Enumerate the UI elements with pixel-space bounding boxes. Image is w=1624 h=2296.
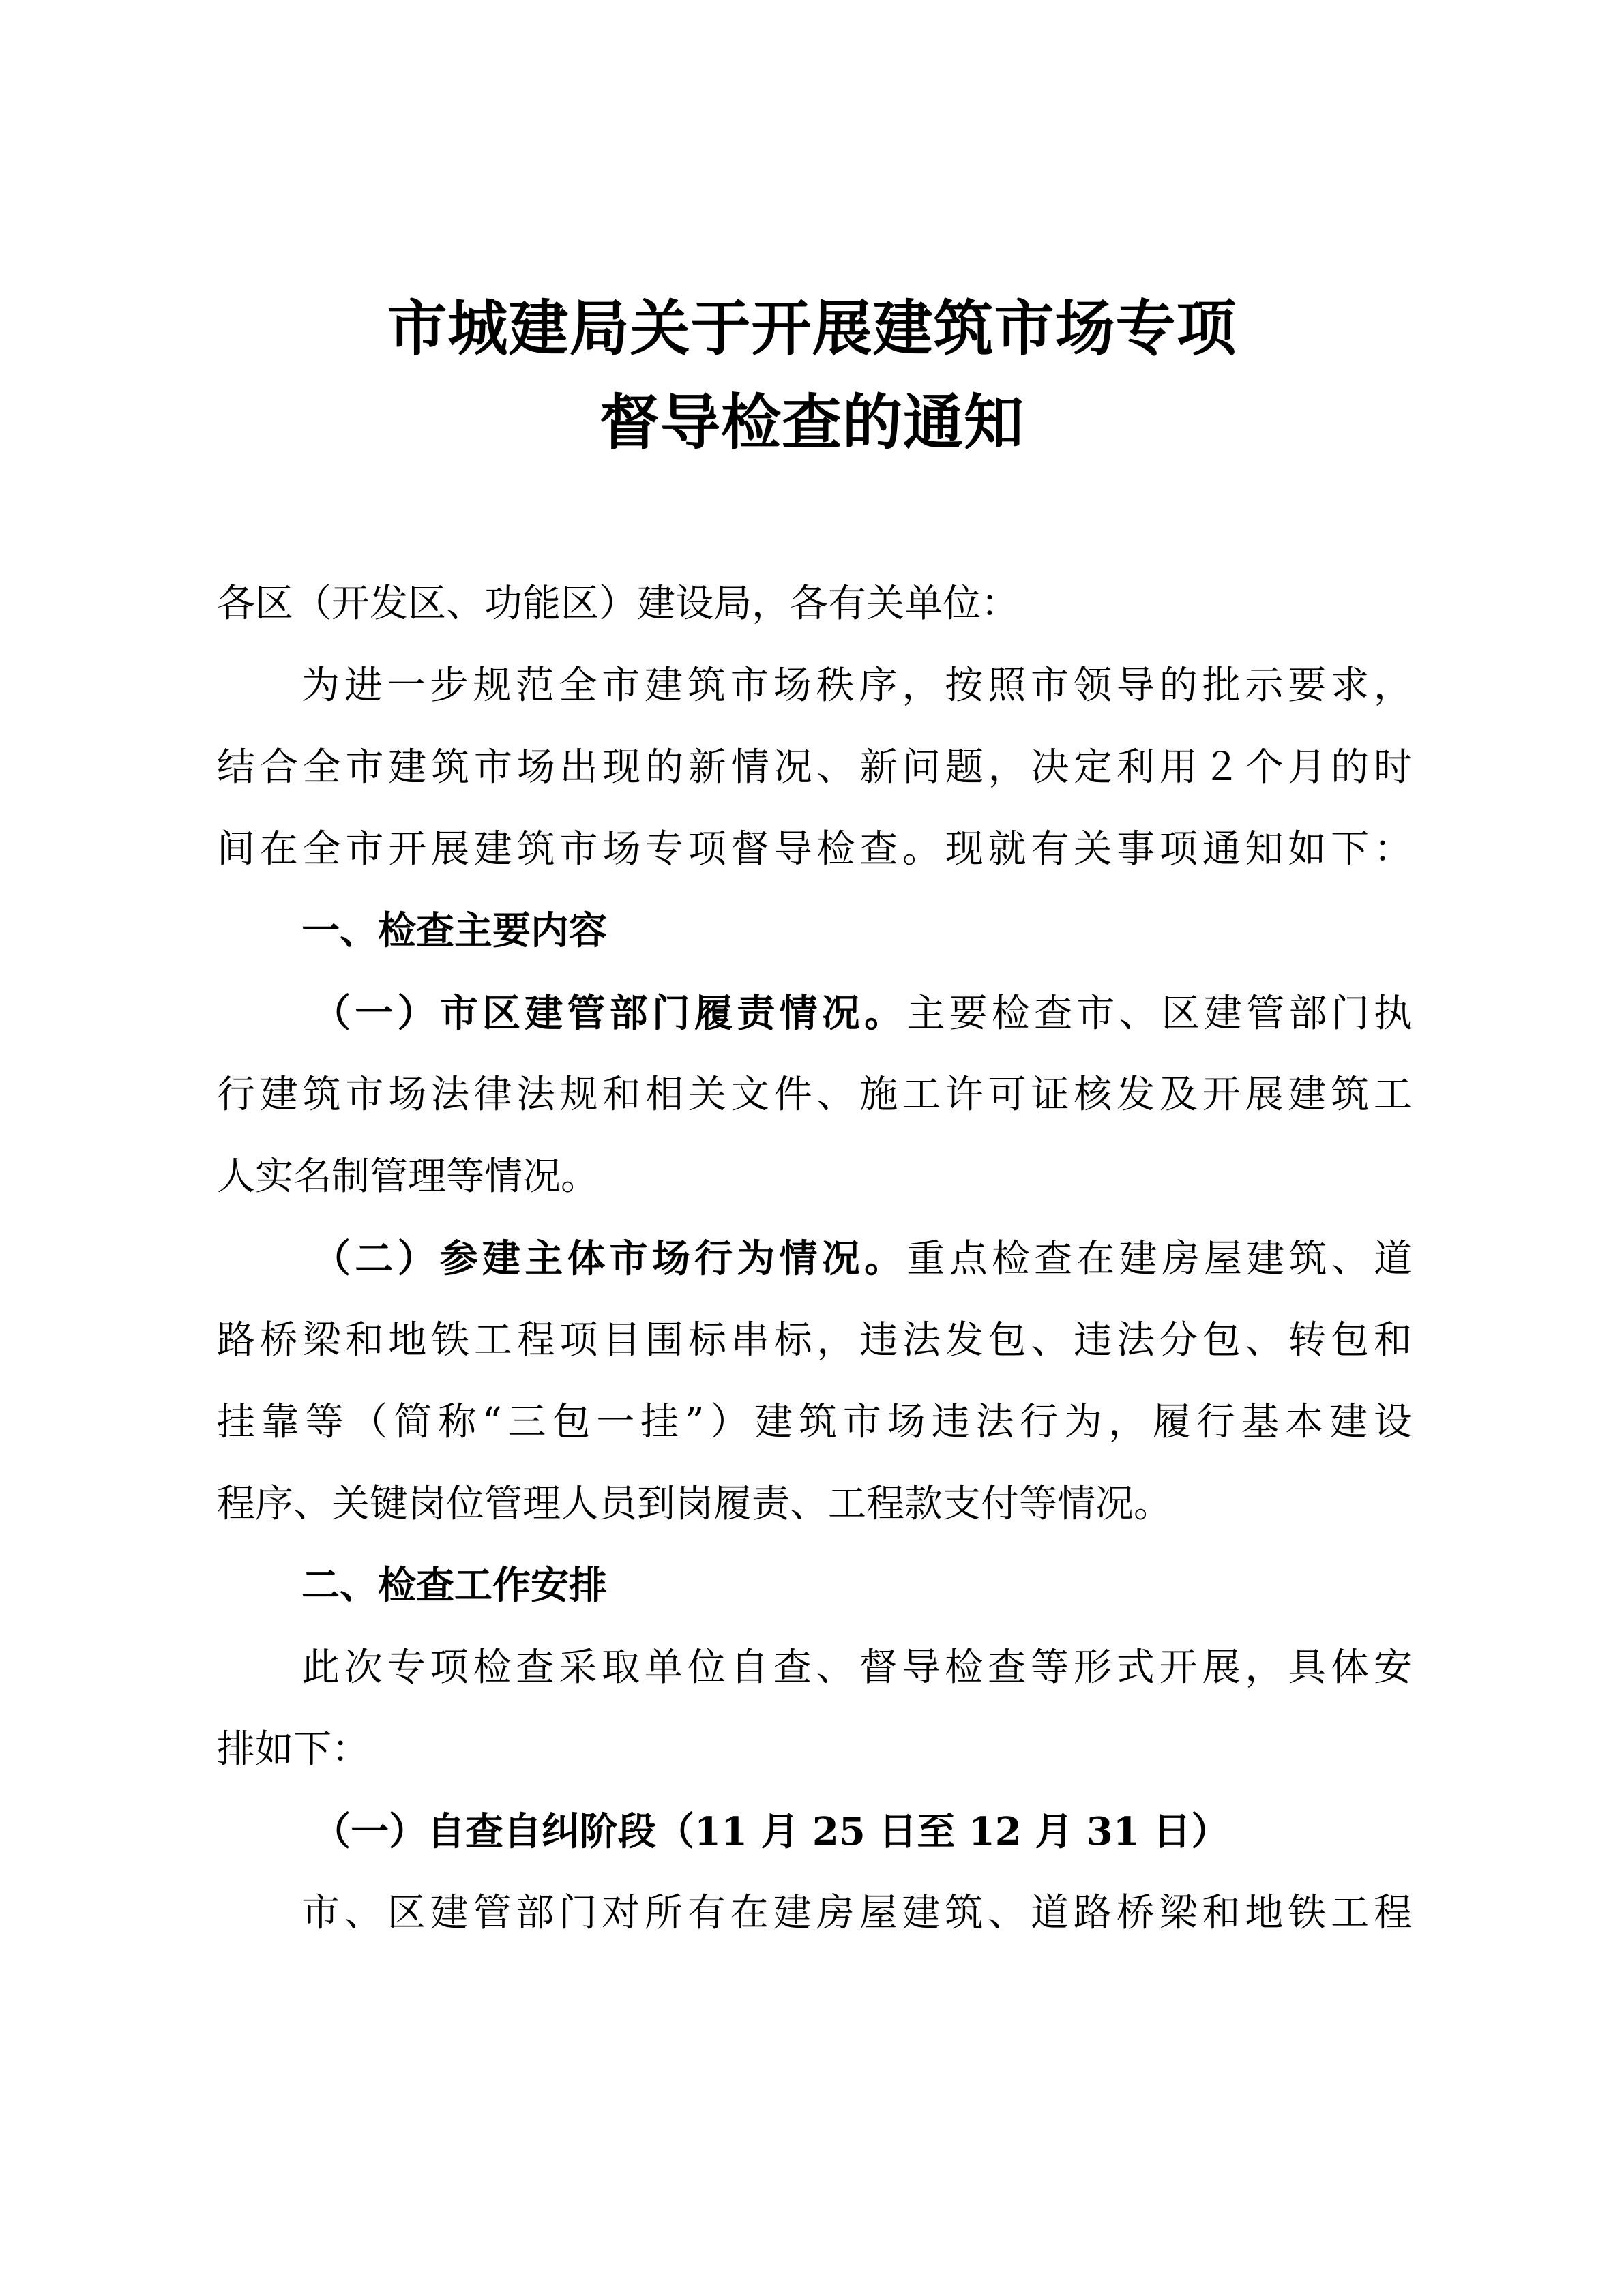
section-2-intro-line-2: 排如下： xyxy=(217,1727,370,1772)
section-2-intro-line-1: 此次专项检查采取单位自查、督导检查等形式开展，具体安 xyxy=(301,1645,1412,1690)
intro-line-1: 为进一步规范全市建筑市场秩序，按照市领导的批示要求， xyxy=(301,664,1412,708)
section-1-item-1-line-1 xyxy=(217,972,1412,1055)
section-1-item-1-title: （一）市区建管部门履责情况。 xyxy=(312,991,907,1036)
section-1-item-2-line-4: 程序、关键岗位管理人员到岗履责、工程款支付等情况。 xyxy=(217,1482,1172,1526)
salutation: 各区（开发区、功能区）建设局，各有关单位： xyxy=(217,582,1019,626)
section-1-item-1-text: 主要检查市、区建管部门执 xyxy=(906,992,1413,1036)
section-1-item-2-text: 重点检查在建房屋建筑、道 xyxy=(906,1237,1413,1281)
section-1-item-1-line-3: 人实名制管理等情况。 xyxy=(217,1154,599,1199)
section-2-heading: 二、检查工作安排 xyxy=(301,1564,607,1608)
document-title-line-1: 市城建局关于开展建筑市场专项 xyxy=(387,293,1237,363)
section-1-item-2-line-1 xyxy=(217,1218,1412,1300)
section-1-item-2-line-3: 挂靠等（简称“三包一挂”）建筑市场违法行为，履行基本建设 xyxy=(217,1400,1412,1444)
intro-line-3: 间在全市开展建筑市场专项督导检查。现就有关事项通知如下： xyxy=(217,827,1412,871)
section-2-stage-1-line-1: 市、区建管部门对所有在建房屋建筑、道路桥梁和地铁工程 xyxy=(301,1891,1412,1935)
section-1-heading: 一、检查主要内容 xyxy=(301,909,607,953)
section-1-item-2-line-2: 路桥梁和地铁工程项目围标串标，违法发包、违法分包、转包和 xyxy=(217,1318,1412,1362)
section-1-item-1-line-2: 行建筑市场法律法规和相关文件、施工许可证核发及开展建筑工 xyxy=(217,1073,1412,1117)
section-1-item-2-title: （二）参建主体市场行为情况。 xyxy=(312,1236,907,1281)
intro-line-2: 结合全市建筑市场出现的新情况、新问题，决定利用２个月的时 xyxy=(217,745,1412,790)
section-2-stage-1-heading: （一）自查自纠阶段（11 月 25 日至 12 月 31 日） xyxy=(312,1809,1230,1854)
document-title-line-2: 督导检查的通知 xyxy=(599,387,1024,458)
